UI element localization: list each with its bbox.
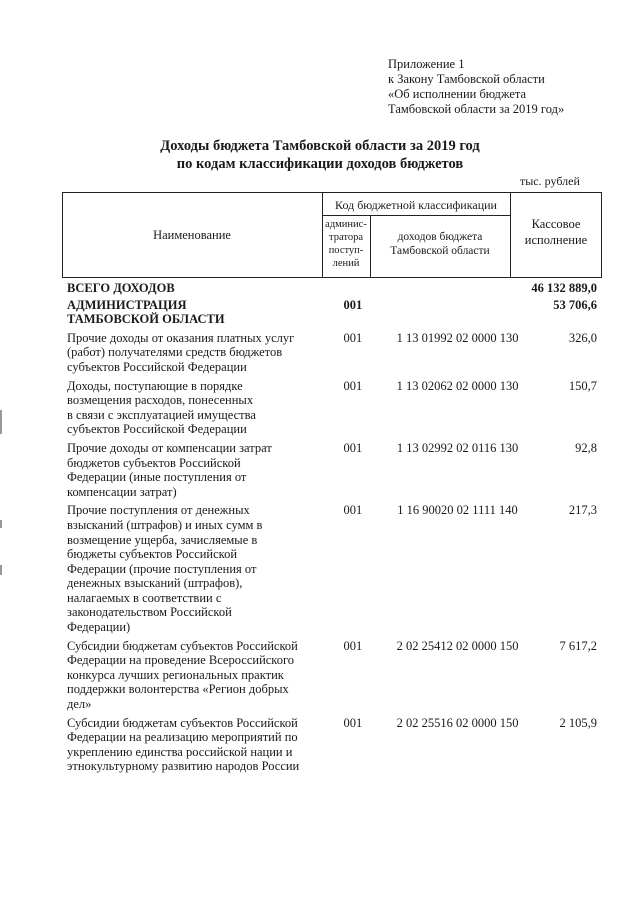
header-admin-line: тратора (329, 232, 363, 243)
row-income-code: 1 13 02062 02 0000 130 (396, 378, 519, 393)
row-name-line: (работ) получателями средств бюджетов (67, 345, 283, 360)
row-admin-code: 001 (343, 330, 363, 345)
page-title (0, 137, 640, 173)
table-row (67, 331, 597, 375)
title-line-2: по кодам классификации доходов бюджетов (176, 156, 464, 172)
scan-mark (0, 410, 2, 434)
row-amount: 150,7 (568, 378, 597, 393)
row-admin-code (316, 281, 388, 296)
row-admin-code: 001 (343, 638, 363, 653)
appendix-line: Приложение 1 (388, 57, 465, 71)
row-admin-code: 001 (343, 503, 363, 518)
row-name (67, 331, 316, 375)
row-amount: 217,3 (568, 503, 597, 518)
row-name (67, 716, 316, 774)
header-amount (510, 216, 602, 248)
header-code-group: Код бюджетной классификации (335, 198, 497, 212)
row-income-code: 1 16 90020 02 1111 140 (397, 503, 518, 518)
row-income-code: 2 02 25412 02 0000 150 (396, 638, 519, 653)
table-row (67, 503, 597, 634)
row-name-line: налагаемых в соответствии с (67, 590, 222, 605)
row-amount: 46 132 889,0 (531, 281, 597, 295)
row-name-line: конкурса лучших региональных практик (67, 667, 284, 682)
header-amount-line: Кассовое (531, 217, 581, 231)
scan-mark (0, 520, 2, 528)
row-name-line: Прочие поступления от денежных (67, 503, 250, 518)
row-admin-code: 001 (343, 378, 363, 393)
row-admin-code: 001 (343, 440, 363, 455)
appendix-line: к Закону Тамбовской области (388, 72, 545, 86)
row-name-line: денежных взысканий (штрафов), (67, 576, 243, 591)
row-name-line: компенсации затрат) (67, 484, 177, 499)
row-income-code: 1 13 02992 02 0116 130 (396, 440, 519, 455)
row-income-code (388, 298, 527, 327)
row-name (67, 379, 316, 437)
header-income-line: Тамбовской области (390, 245, 490, 257)
title-line-1: Доходы бюджета Тамбовской области за 2019 год (160, 138, 480, 154)
row-name (67, 281, 316, 296)
row-name (67, 441, 316, 499)
row-admin-code: 001 (343, 715, 363, 730)
table-row (67, 441, 597, 499)
row-name-line: ТАМБОВСКОЙ ОБЛАСТИ (67, 312, 225, 327)
row-amount: 2 105,9 (559, 715, 597, 730)
units-label: тыс. рублей (520, 174, 580, 188)
header-admin-line: админис- (325, 219, 367, 230)
row-name-line: поддержки волонтерства «Регион добрых (67, 682, 289, 697)
row-name-line: бюджеты субъектов Российской (67, 547, 238, 562)
row-admin-code: 001 (343, 297, 363, 312)
table-row (67, 298, 597, 327)
row-name-line: взысканий (штрафов) и иных сумм в (67, 517, 263, 532)
appendix-line: «Об исполнении бюджета (388, 87, 527, 101)
header-name: Наименование (153, 228, 231, 242)
table-body (67, 281, 597, 774)
row-name-line: Федерации на проведение Всероссийского (67, 653, 295, 668)
header-divider (322, 215, 510, 216)
row-name-line: Субсидии бюджетам субъектов Российской (67, 715, 298, 730)
row-name-line: Федерации (иные поступления от (67, 470, 247, 485)
appendix-line: Тамбовской области за 2019 год» (388, 102, 565, 116)
row-name-line: законодательством Российской (67, 605, 232, 620)
row-name (67, 639, 316, 712)
table-row (67, 379, 597, 437)
row-name (67, 298, 316, 327)
header-admin (322, 218, 370, 270)
appendix-note (388, 57, 564, 117)
row-amount: 53 706,6 (553, 297, 597, 312)
row-name-line: Федерации) (67, 620, 131, 635)
row-name-line: дел» (67, 697, 92, 712)
row-name-line: укреплению единства российской нации и (67, 744, 293, 759)
row-income-code: 1 13 01992 02 0000 130 (396, 330, 519, 345)
row-name (67, 503, 316, 634)
row-amount: 326,0 (568, 330, 597, 345)
row-name-line: возмещения расходов, понесенных (67, 393, 254, 408)
header-admin-line: лений (332, 258, 360, 269)
table-row (67, 281, 597, 296)
row-name-line: Субсидии бюджетам субъектов Российской (67, 638, 298, 653)
row-name-line: Доходы, поступающие в порядке (67, 378, 243, 393)
row-name-line: ВСЕГО ДОХОДОВ (67, 281, 175, 295)
row-amount: 7 617,2 (559, 638, 597, 653)
row-income-code (388, 281, 527, 296)
row-name-line: в связи с эксплуатацией имущества (67, 407, 256, 422)
scan-mark (0, 565, 2, 575)
row-income-code: 2 02 25516 02 0000 150 (396, 715, 519, 730)
header-admin-line: поступ- (328, 245, 364, 256)
row-amount: 92,8 (575, 440, 597, 455)
row-name-line: Прочие доходы от компенсации затрат (67, 440, 272, 455)
row-name-line: АДМИНИСТРАЦИЯ (67, 297, 187, 312)
row-name-line: возмещение ущерба, зачисляемые в (67, 532, 258, 547)
table-row (67, 639, 597, 712)
header-income-line: доходов бюджета (397, 231, 483, 243)
row-name-line: субъектов Российской Федерации (67, 422, 247, 437)
row-name-line: этнокультурному развитию народов России (67, 759, 300, 774)
row-name-line: бюджетов субъектов Российской (67, 455, 241, 470)
header-amount-line: исполнение (524, 233, 588, 247)
header-income (370, 230, 510, 258)
row-name-line: субъектов Российской Федерации (67, 359, 247, 374)
row-name-line: Прочие доходы от оказания платных услуг (67, 330, 295, 345)
row-name-line: Федерации (прочие поступления от (67, 561, 257, 576)
row-name-line: Федерации на реализацию мероприятий по (67, 730, 298, 745)
table-row (67, 716, 597, 774)
